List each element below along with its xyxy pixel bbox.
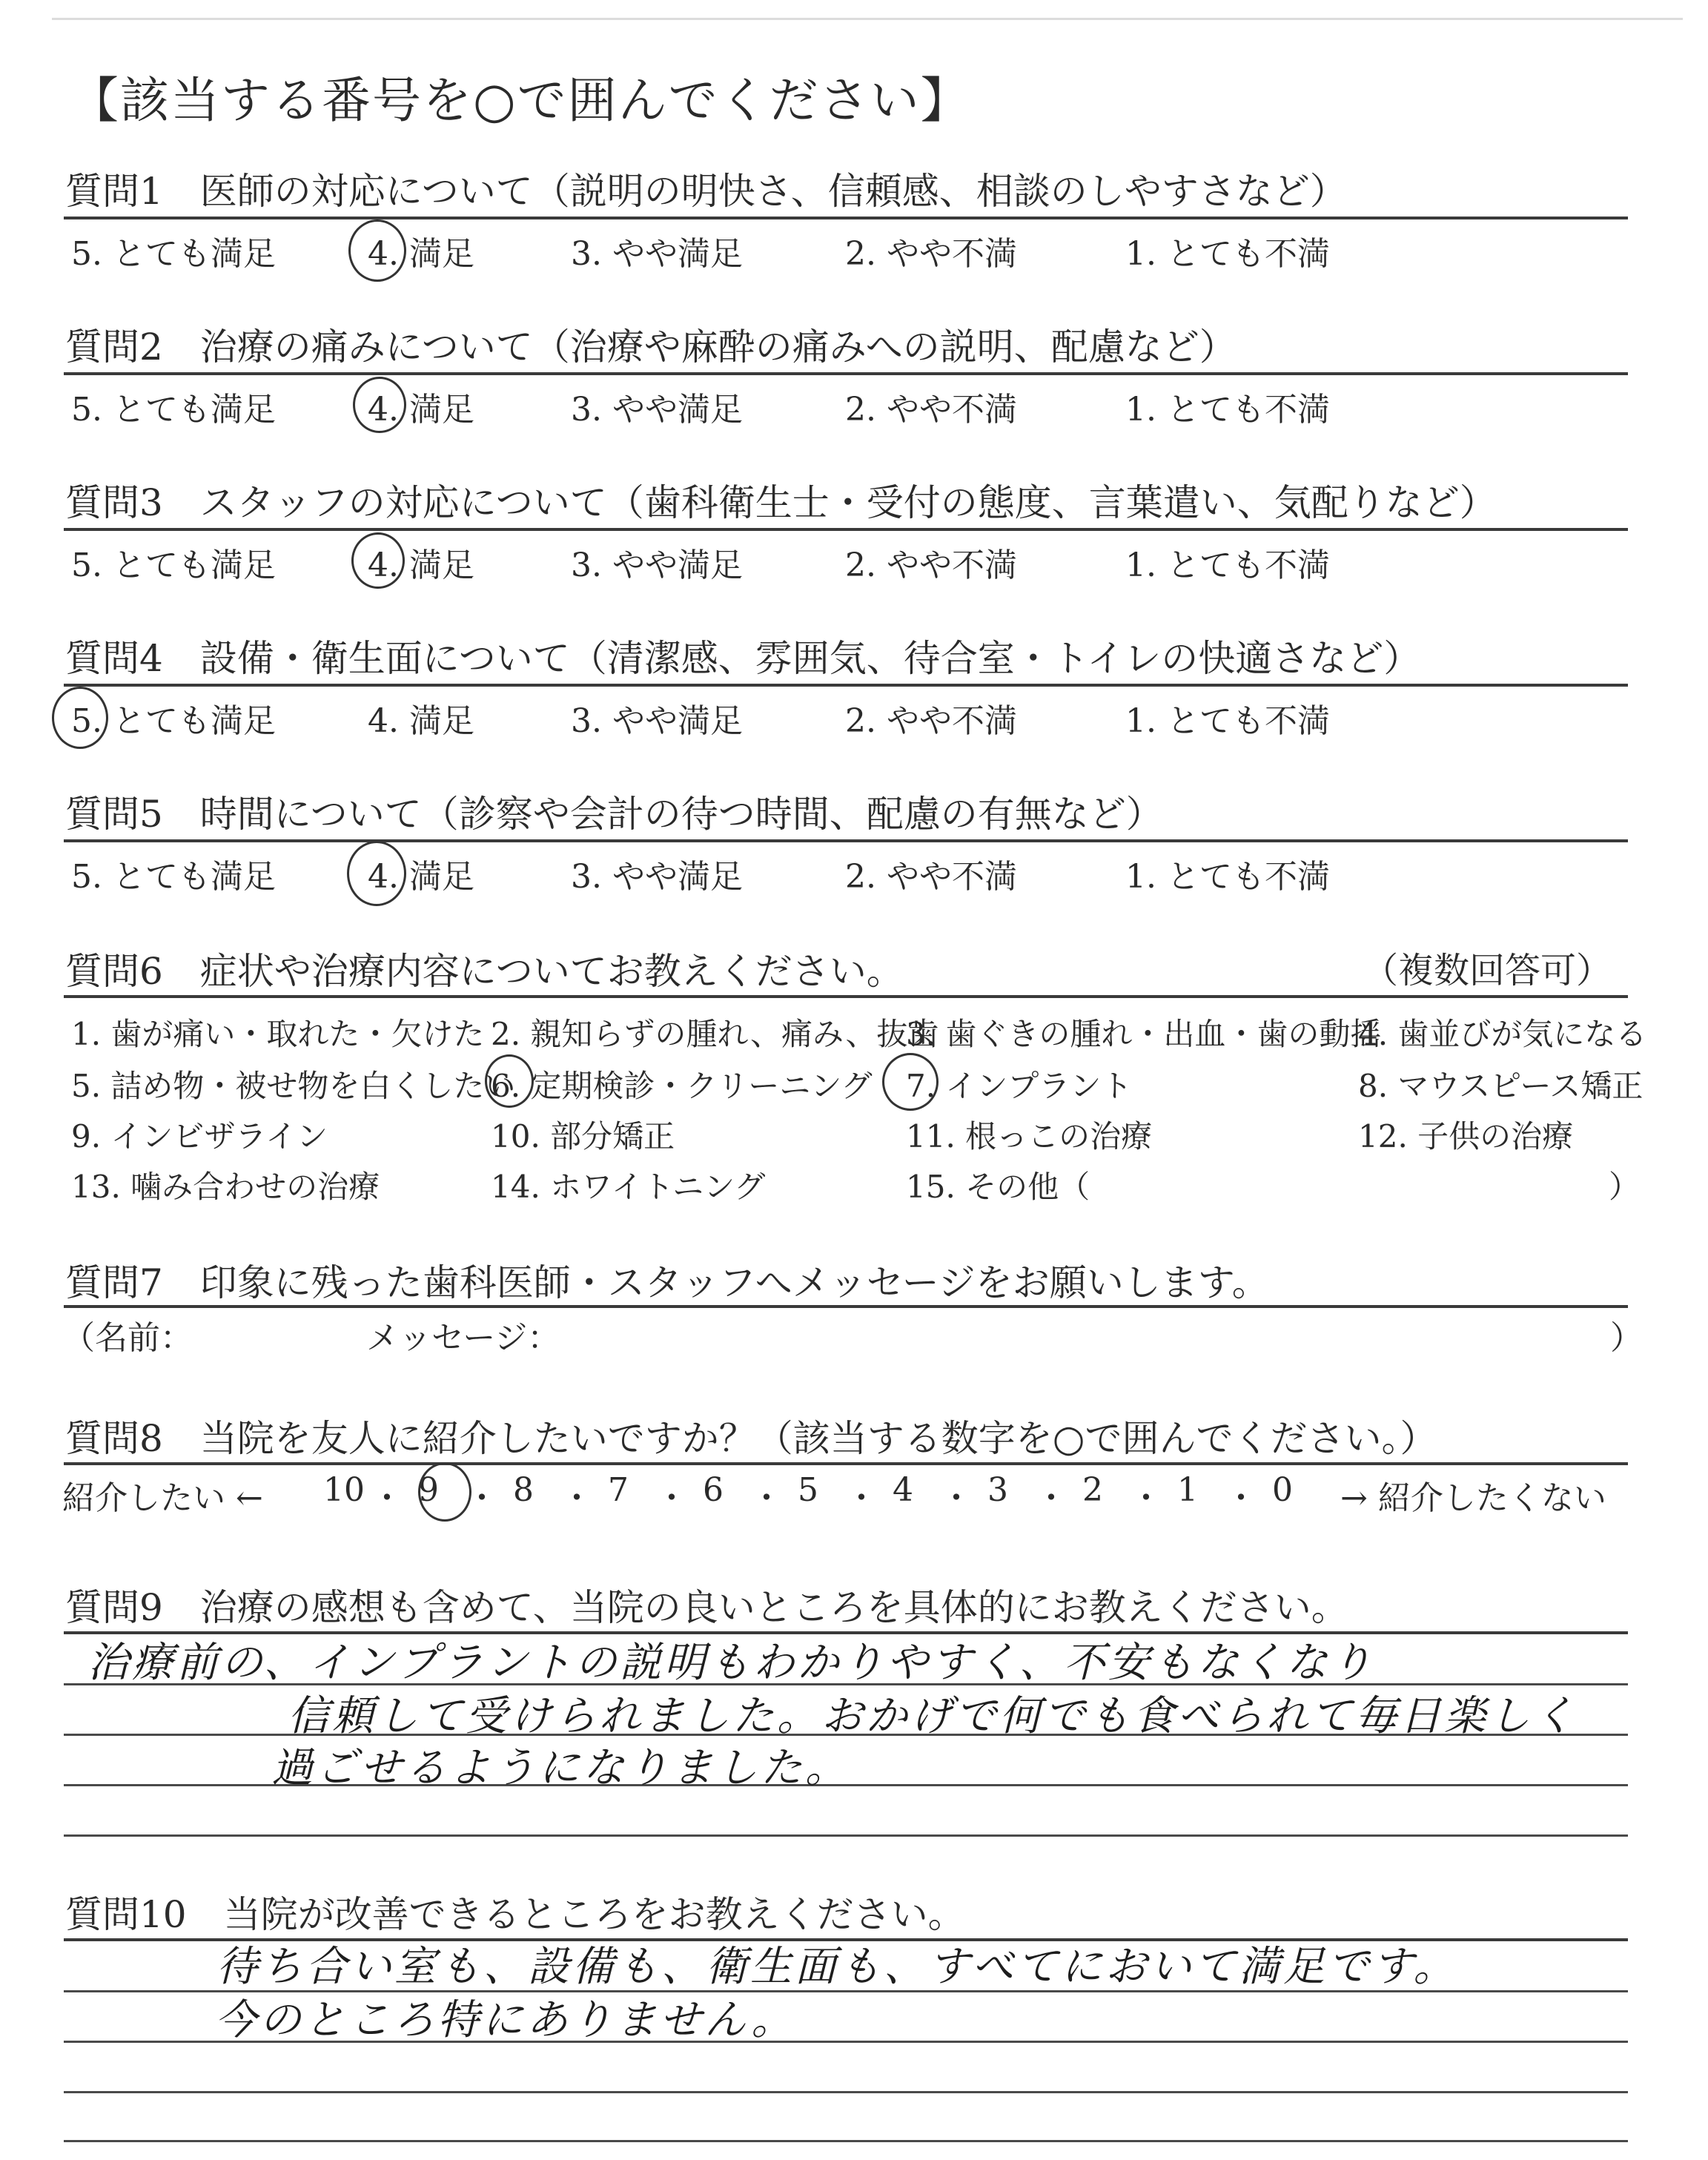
q1-option-5[interactable]: 5. とても満足 bbox=[71, 235, 276, 273]
q6-rule bbox=[64, 995, 1628, 998]
q8-scale-value-0[interactable]: 0 bbox=[1272, 1471, 1293, 1509]
q5-option-3[interactable]: 3. やや満足 bbox=[571, 858, 743, 896]
q8-scale-separator: ・ bbox=[1130, 1479, 1162, 1517]
q6-other-close-paren: ） bbox=[1609, 1169, 1641, 1205]
q5-option-4[interactable]: 4. 満足 bbox=[368, 858, 474, 896]
q8-scale-separator: ・ bbox=[940, 1479, 973, 1517]
q6-title: 質問6 症状や治療内容についてお教えください。 bbox=[65, 950, 904, 993]
q8-scale-value-4[interactable]: 4 bbox=[893, 1471, 913, 1509]
q8-scale-separator: ・ bbox=[655, 1479, 688, 1517]
q9-answer-line-4 bbox=[64, 1834, 1628, 1837]
q6-option-6[interactable]: 6. 定期検診・クリーニング bbox=[491, 1068, 873, 1104]
q6-option-12[interactable]: 12. 子供の治療 bbox=[1358, 1118, 1574, 1155]
q1-option-2[interactable]: 2. やや不満 bbox=[845, 235, 1017, 273]
q6-option-14[interactable]: 14. ホワイトニング bbox=[491, 1169, 766, 1205]
q8-scale-value-1[interactable]: 1 bbox=[1177, 1471, 1198, 1509]
q1-title: 質問1 医師の対応について（説明の明快さ、信頼感、相談のしやすさなど） bbox=[65, 170, 1347, 213]
q7-message-label: メッセージ： bbox=[366, 1319, 560, 1357]
q2-option-2[interactable]: 2. やや不満 bbox=[845, 391, 1017, 429]
q2-option-5[interactable]: 5. とても満足 bbox=[71, 391, 276, 429]
top-border bbox=[52, 18, 1683, 20]
q6-option-9[interactable]: 9. インビザライン bbox=[71, 1118, 328, 1155]
q8-scale-value-8[interactable]: 8 bbox=[513, 1471, 534, 1509]
q6-option-4[interactable]: 4. 歯並びが気になる bbox=[1358, 1016, 1647, 1052]
q2-option-1[interactable]: 1. とても不満 bbox=[1125, 391, 1330, 429]
q6-option-7[interactable]: 7. インプラント bbox=[906, 1068, 1133, 1104]
q5-option-2[interactable]: 2. やや不満 bbox=[845, 858, 1017, 896]
q10-handwritten-2: 今のところ特にありません。 bbox=[215, 1996, 796, 2044]
q3-option-4[interactable]: 4. 満足 bbox=[368, 546, 474, 584]
q8-scale-value-5[interactable]: 5 bbox=[798, 1471, 818, 1509]
q2-option-3[interactable]: 3. やや満足 bbox=[571, 391, 743, 429]
q9-handwritten-3: 過ごせるようになりました。 bbox=[271, 1744, 850, 1792]
q6-option-3[interactable]: 3. 歯ぐきの腫れ・出血・歯の動揺 bbox=[906, 1016, 1382, 1052]
q6-option-11[interactable]: 11. 根っこの治療 bbox=[906, 1118, 1153, 1155]
q8-scale-value-9[interactable]: 9 bbox=[418, 1471, 439, 1509]
q8-scale-value-6[interactable]: 6 bbox=[703, 1471, 724, 1509]
q3-rule bbox=[64, 528, 1628, 531]
q2-rule bbox=[64, 372, 1628, 375]
q9-handwritten-1: 治療前の、インプラントの説明もわかりやすく、不安もなくなり bbox=[87, 1639, 1375, 1687]
q3-option-2[interactable]: 2. やや不満 bbox=[845, 546, 1017, 584]
q4-title: 質問4 設備・衛生面について（清潔感、雰囲気、待合室・トイレの快適さなど） bbox=[65, 637, 1421, 680]
q6-option-2[interactable]: 2. 親知らずの腫れ、痛み、抜歯 bbox=[491, 1016, 939, 1052]
q8-number-scale bbox=[0, 1471, 1708, 1516]
q4-option-3[interactable]: 3. やや満足 bbox=[571, 702, 743, 740]
q6-multi-answer-note: （複数回答可） bbox=[1363, 950, 1612, 991]
q4-option-2[interactable]: 2. やや不満 bbox=[845, 702, 1017, 740]
q10-title: 質問10 当院が改善できるところをお教えください。 bbox=[65, 1893, 965, 1936]
q10-answer-line-4 bbox=[64, 2140, 1628, 2142]
q8-right-label: → 紹介したくない bbox=[1340, 1479, 1606, 1517]
q3-title: 質問3 スタッフの対応について（歯科衛生士・受付の態度、言葉遣い、気配りなど） bbox=[65, 481, 1497, 524]
q1-rule bbox=[64, 217, 1628, 219]
q8-scale-separator: ・ bbox=[560, 1479, 593, 1517]
q5-rule bbox=[64, 839, 1628, 842]
q8-scale-separator: ・ bbox=[466, 1479, 498, 1517]
q1-option-3[interactable]: 3. やや満足 bbox=[571, 235, 743, 273]
q5-option-1[interactable]: 1. とても不満 bbox=[1125, 858, 1330, 896]
q7-title: 質問7 印象に残った歯科医師・スタッフへメッセージをお願いします。 bbox=[65, 1261, 1269, 1304]
q8-scale-value-7[interactable]: 7 bbox=[608, 1471, 629, 1509]
q4-rule bbox=[64, 684, 1628, 687]
q8-left-label: 紹介したい ← bbox=[62, 1479, 263, 1517]
q10-answer-line-3 bbox=[64, 2091, 1628, 2093]
q1-option-1[interactable]: 1. とても不満 bbox=[1125, 235, 1330, 273]
q5-option-5[interactable]: 5. とても満足 bbox=[71, 858, 276, 896]
q2-option-4[interactable]: 4. 満足 bbox=[368, 391, 474, 429]
q4-option-1[interactable]: 1. とても不満 bbox=[1125, 702, 1330, 740]
q9-title: 質問9 治療の感想も含めて、当院の良いところを具体的にお教えください。 bbox=[65, 1586, 1348, 1629]
q6-option-13[interactable]: 13. 噛み合わせの治療 bbox=[71, 1169, 380, 1205]
q4-option-4[interactable]: 4. 満足 bbox=[368, 702, 474, 740]
q6-option-5[interactable]: 5. 詰め物・被せ物を白くしたい bbox=[71, 1068, 516, 1104]
q8-scale-separator: ・ bbox=[845, 1479, 878, 1517]
q10-handwritten-1: 待ち合い室も、設備も、衛生面も、すべてにおいて満足です。 bbox=[216, 1943, 1458, 1991]
page-title: 【該当する番号を○で囲んでください】 bbox=[70, 72, 971, 129]
q7-close-paren: ） bbox=[1610, 1319, 1643, 1357]
q1-option-4[interactable]: 4. 満足 bbox=[368, 235, 474, 273]
q6-option-15[interactable]: 15. その他（ bbox=[906, 1169, 1090, 1205]
q8-rule bbox=[64, 1462, 1628, 1465]
q6-option-1[interactable]: 1. 歯が痛い・取れた・欠けた bbox=[71, 1016, 485, 1052]
q6-option-10[interactable]: 10. 部分矯正 bbox=[491, 1118, 675, 1155]
q8-scale-value-3[interactable]: 3 bbox=[987, 1471, 1008, 1509]
q6-option-8[interactable]: 8. マウスピース矯正 bbox=[1358, 1068, 1644, 1104]
q8-scale-value-10[interactable]: 10 bbox=[323, 1471, 365, 1509]
q8-title: 質問8 当院を友人に紹介したいですか？（該当する数字を○で囲んでください。） bbox=[65, 1417, 1437, 1460]
q9-handwritten-2: 信頼して受けられました。おかげで何でも食べられて毎日楽しく bbox=[288, 1692, 1578, 1740]
q8-scale-separator: ・ bbox=[1225, 1479, 1257, 1517]
q3-option-5[interactable]: 5. とても満足 bbox=[71, 546, 276, 584]
q3-option-3[interactable]: 3. やや満足 bbox=[571, 546, 743, 584]
q5-title: 質問5 時間について（診察や会計の待つ時間、配慮の有無など） bbox=[65, 793, 1163, 836]
q8-scale-separator: ・ bbox=[750, 1479, 783, 1517]
q8-scale-separator: ・ bbox=[1035, 1479, 1068, 1517]
q7-name-label: （名前： bbox=[62, 1319, 193, 1357]
q4-option-5[interactable]: 5. とても満足 bbox=[71, 702, 276, 740]
q8-scale-separator: ・ bbox=[371, 1479, 403, 1517]
q3-option-1[interactable]: 1. とても不満 bbox=[1125, 546, 1330, 584]
q8-scale-value-2[interactable]: 2 bbox=[1082, 1471, 1103, 1509]
q7-rule bbox=[64, 1305, 1628, 1308]
q2-title: 質問2 治療の痛みについて（治療や麻酔の痛みへの説明、配慮など） bbox=[65, 326, 1237, 369]
